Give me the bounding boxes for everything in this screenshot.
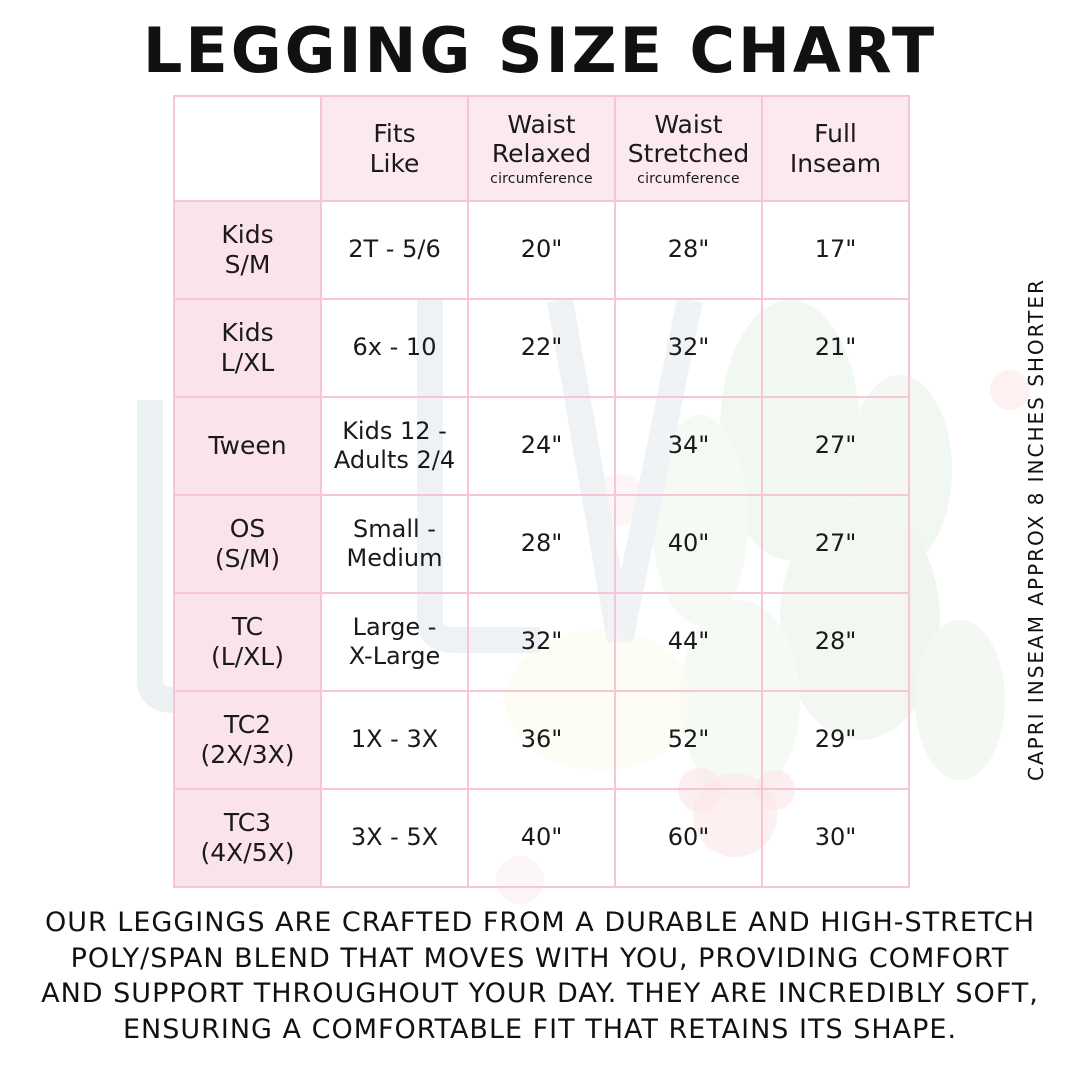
cell-full-inseam: 27" [762,495,909,593]
cell-waist-stretched: 34" [615,397,762,495]
cell-waist-stretched: 44" [615,593,762,691]
capri-inseam-note: CAPRI INSEAM APPROX 8 INCHES SHORTER [1024,278,1048,782]
cell-full-inseam: 17" [762,201,909,299]
column-header-waist-stretched [615,96,762,201]
cell-full-inseam: 29" [762,691,909,789]
cell-waist-stretched: 60" [615,789,762,887]
size-chart-table-wrapper [173,95,908,888]
row-header-size [174,201,321,299]
cell-fits-like [321,593,468,691]
page-title: LEGGING SIZE CHART [142,14,938,87]
fits-line2: Medium [346,544,443,572]
cell-waist-stretched: 32" [615,299,762,397]
fits-line1: 2T - 5/6 [348,235,441,264]
column-header-fits-like [321,96,468,201]
footer-line-4: ENSURING A COMFORTABLE FIT THAT RETAINS ITS SHAPE. [122,1013,958,1045]
column-header-waist-relaxed [468,96,615,201]
fits-line1: Kids 12 - [342,416,447,445]
table-row [174,397,909,495]
cell-waist-relaxed: 32" [468,593,615,691]
footer-line-3: AND SUPPORT THROUGHOUT YOUR DAY. THEY ARE INCREDIBLY SOFT, [41,978,1039,1010]
cell-waist-relaxed: 20" [468,201,615,299]
column-header-full-inseam [762,96,909,201]
table-row [174,299,909,397]
size-line2: (4X/5X) [200,838,295,867]
cell-fits-like [321,397,468,495]
row-header-size [174,789,321,887]
cell-fits-like [321,789,468,887]
cell-waist-relaxed: 36" [468,691,615,789]
cell-full-inseam: 28" [762,593,909,691]
size-line2: (S/M) [214,544,281,573]
cell-fits-like [321,201,468,299]
row-header-size [174,397,321,495]
column-header-line1: Waist [654,109,723,139]
row-header-size [174,495,321,593]
cell-fits-like [321,691,468,789]
row-header-size [174,593,321,691]
fits-line1: 6x - 10 [352,333,437,362]
cell-waist-relaxed: 28" [468,495,615,593]
fits-line1: Large - [352,612,437,641]
column-header-line1: Fits [373,119,416,148]
column-header-line1: Waist [507,109,576,139]
cell-waist-relaxed: 22" [468,299,615,397]
cell-waist-stretched: 40" [615,495,762,593]
fits-line1: Small - [353,514,436,543]
cell-full-inseam: 21" [762,299,909,397]
column-header-line2: Relaxed [491,139,592,169]
column-header-line1: Full [814,119,857,148]
table-row [174,593,909,691]
size-line2: L/XL [220,348,275,377]
fits-line1: 3X - 5X [350,823,439,852]
footer-description [40,905,1040,1048]
header-row [174,96,909,201]
column-header-line2: Like [369,148,420,178]
size-line1: Tween [208,431,287,460]
column-header-subtext: circumference [490,170,593,187]
size-line2: (2X/3X) [200,740,295,769]
size-line1: OS [229,514,266,543]
cell-waist-stretched: 28" [615,201,762,299]
size-line1: TC [231,612,264,641]
size-line1: TC2 [223,710,272,739]
cell-full-inseam: 30" [762,789,909,887]
table-header [174,96,909,201]
size-line2: (L/XL) [211,642,284,671]
column-header-line2: Stretched [627,139,750,169]
table-row [174,691,909,789]
row-header-size [174,691,321,789]
table-row [174,789,909,887]
size-line1: TC3 [223,808,272,837]
cell-waist-relaxed: 24" [468,397,615,495]
table-body [174,201,909,887]
table-corner-cell [174,96,321,201]
fits-line2: Adults 2/4 [333,446,456,474]
fits-line2: X-Large [348,642,441,670]
size-line1: Kids [221,318,274,347]
column-header-line2: Inseam [789,148,882,178]
row-header-size [174,299,321,397]
column-header-subtext: circumference [637,170,740,187]
fits-line1: 1X - 3X [350,725,439,754]
size-line2: S/M [224,250,271,279]
cell-full-inseam: 27" [762,397,909,495]
table-row [174,201,909,299]
cell-fits-like [321,299,468,397]
cell-fits-like [321,495,468,593]
cell-waist-relaxed: 40" [468,789,615,887]
size-line1: Kids [221,220,274,249]
footer-line-2: POLY/SPAN BLEND THAT MOVES WITH YOU, PROVIDING COMFORT [70,942,1010,974]
table-row [174,495,909,593]
cell-waist-stretched: 52" [615,691,762,789]
footer-line-1: OUR LEGGINGS ARE CRAFTED FROM A DURABLE AND HIGH-STRETCH [44,907,1036,938]
size-chart-table [173,95,910,888]
